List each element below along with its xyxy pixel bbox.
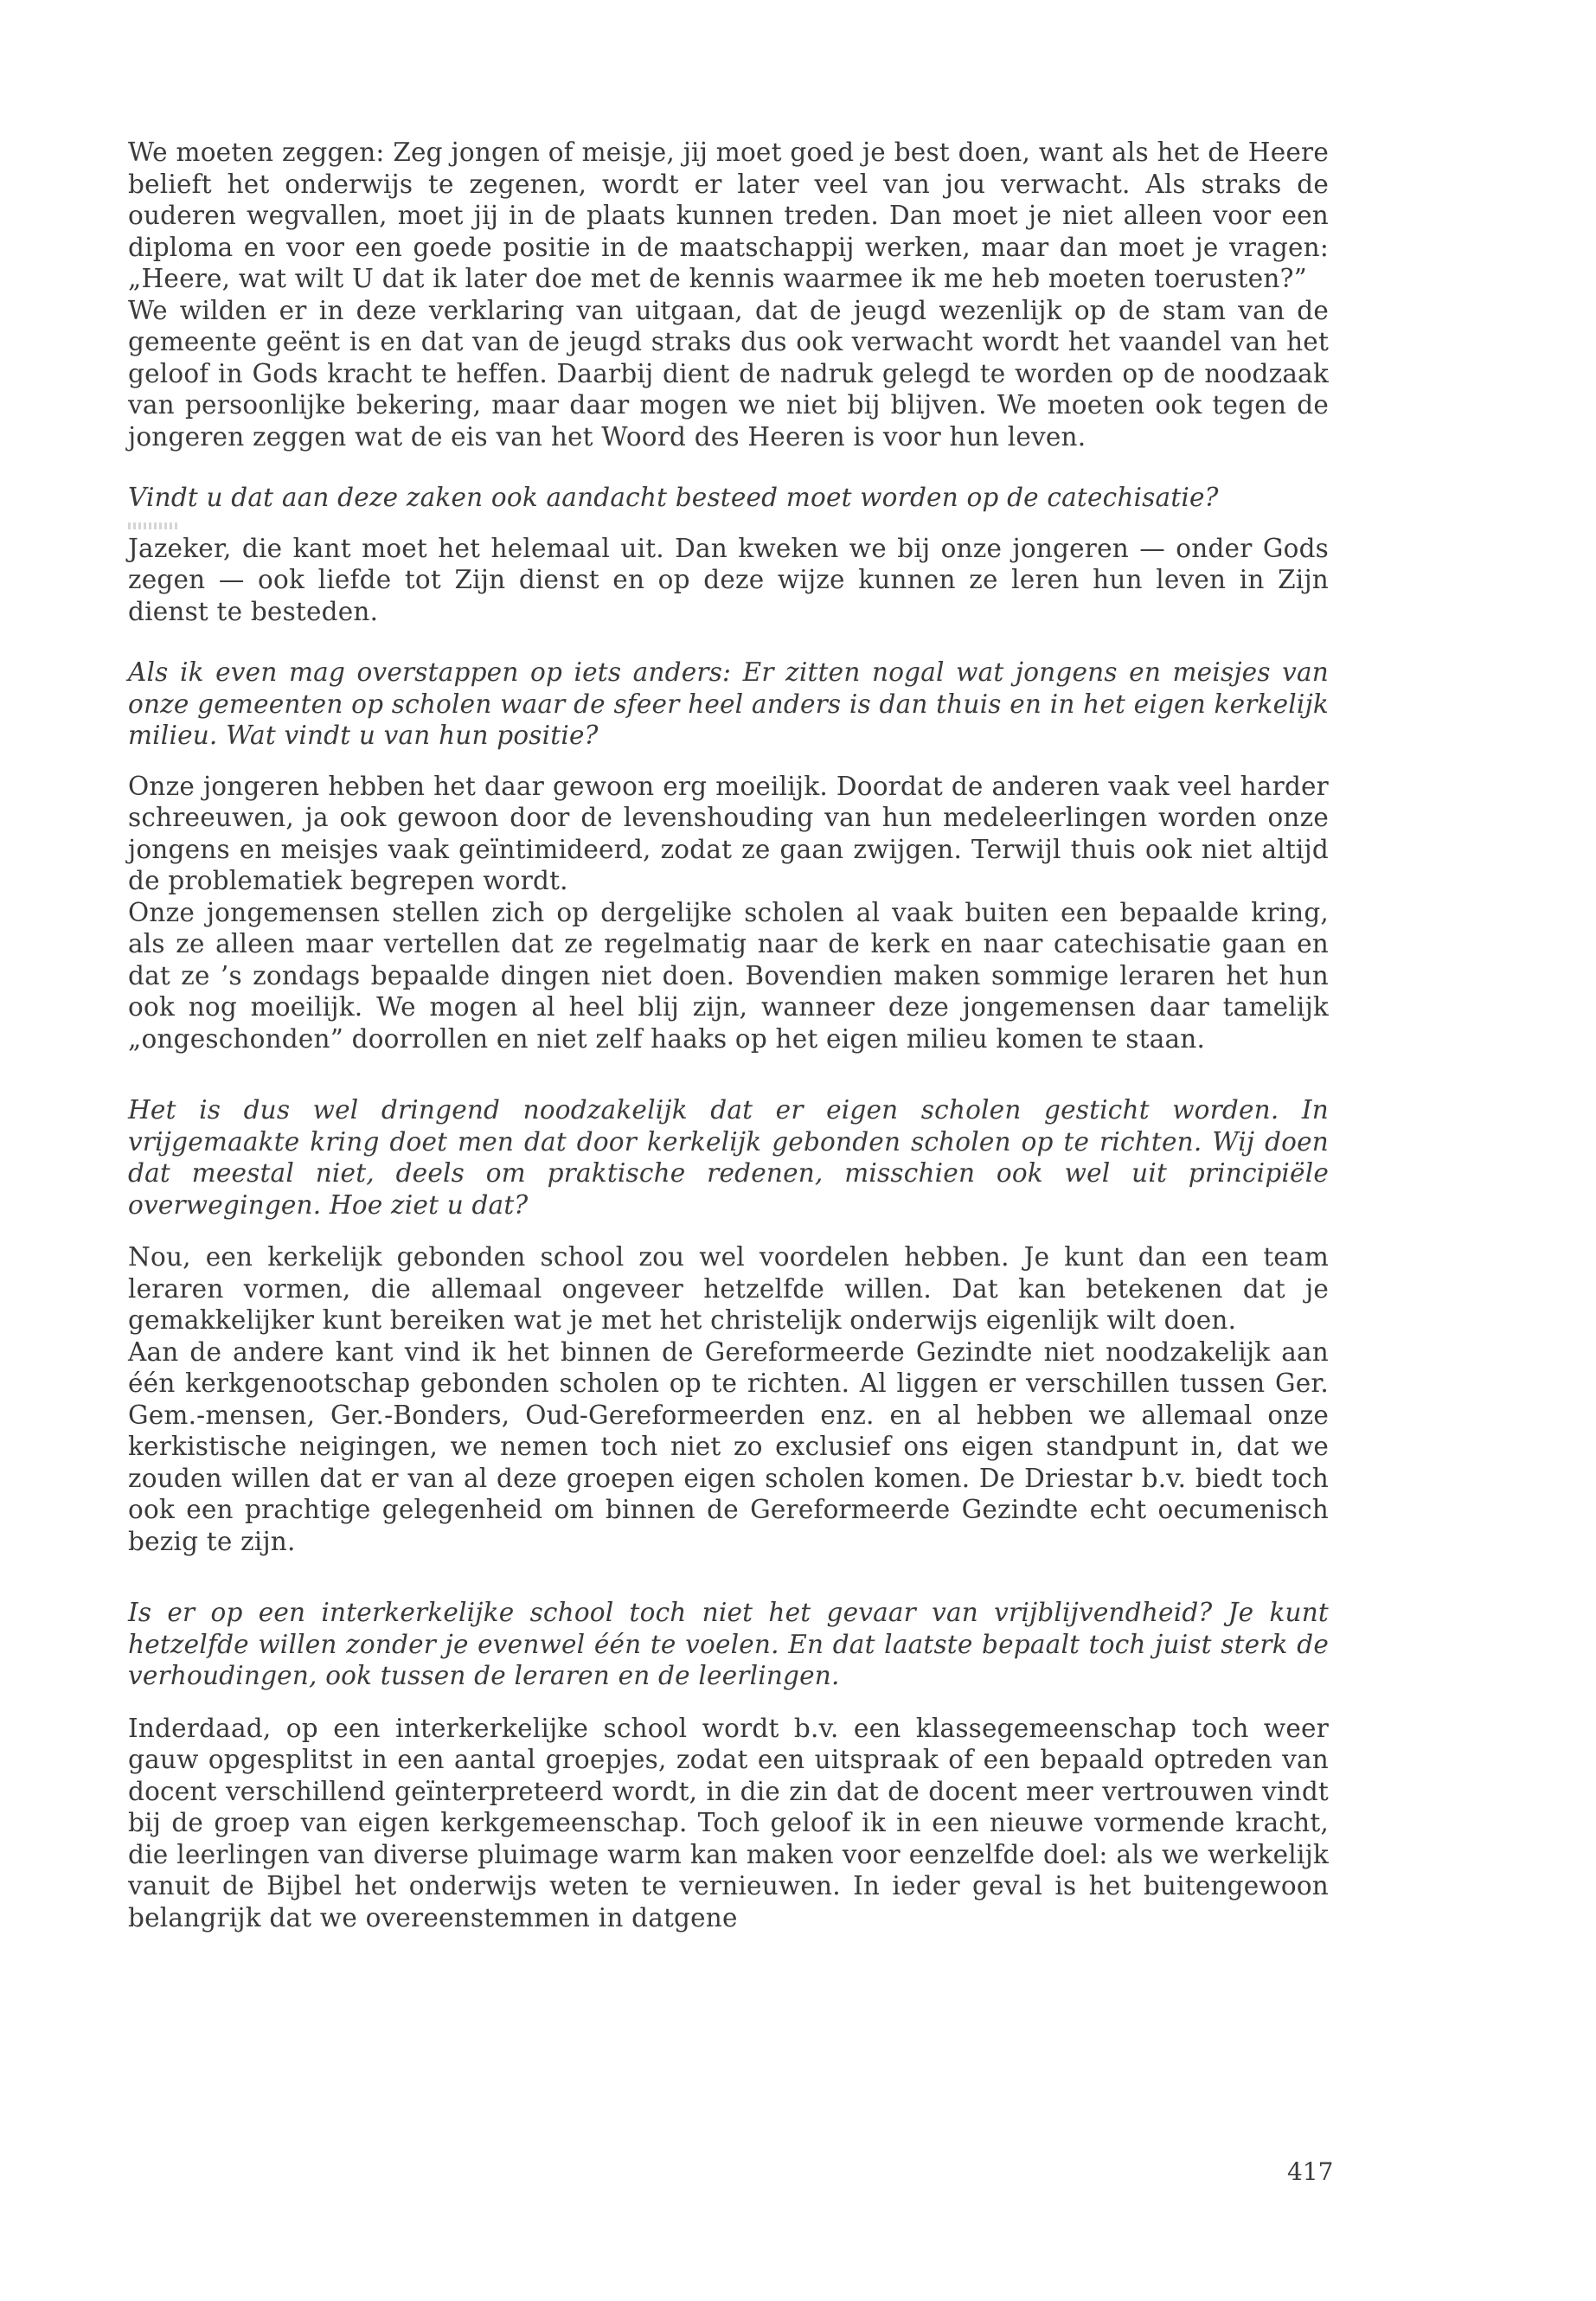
answer-paragraph: Nou, een kerkelijk gebonden school zou wel voordelen hebben. Je kunt dan een team leraren vormen, die allemaal ongeveer hetzelfde willen. Dat kan betekenen dat je gemakkelijker kunt bereiken wat je met het christelijk onderwijs eigenlijk wilt doen. — [128, 1242, 1329, 1335]
article-body — [128, 137, 1329, 1933]
ink-smudge — [128, 522, 180, 529]
answer-paragraph: We wilden er in deze verklaring van uitgaan, dat de jeugd wezenlijk op de stam van de gemeente geënt is en dat van de jeugd straks dus ook verwacht wordt het vaandel van het geloof in Gods kracht te heffen. Daarbij dient de nadruk gelegd te worden op de noodzaak van persoonlijke bekering, maar daar mogen we niet bij blijven. We moeten ook tegen de jongeren zeggen wat de eis van het Woord des Heeren is voor hun leven. — [128, 295, 1329, 452]
answer-paragraph: Aan de andere kant vind ik het binnen de Gereformeerde Gezindte niet noodzakelijk aan één kerkgenootschap gebonden scholen op te richten. Al liggen er verschillen tussen Ger. Gem.-mensen, Ger.-Bonders, Oud-Gereformeerden enz. en al hebben we allemaal onze kerkistische neigingen, we nemen toch niet zo exclusief ons eigen standpunt in, dat we zouden willen dat er van al deze groepen eigen scholen komen. De Driestar b.v. biedt toch ook een prachtige gelegenheid om binnen de Gereformeerde Gezindte echt oecumenisch bezig te zijn. — [128, 1336, 1329, 1556]
answer-paragraph: Inderdaad, op een interkerkelijke school wordt b.v. een klassegemeenschap toch weer gauw opgesplitst in een aantal groepjes, zodat een uitspraak of een bepaald optreden van docent verschillend geïnterpreteerd wordt, in die zin dat de docent meer vertrouwen vindt bij de groep van eigen kerkgemeenschap. Toch geloof ik in een nieuwe vormende kracht, die leerlingen van diverse pluimage warm kan maken voor eenzelfde doel: als we werkelijk vanuit de Bijbel het onderwijs weten te vernieuwen. In ieder geval is het buitengewoon belangrijk dat we overeenstemmen in datgene — [128, 1713, 1329, 1932]
answer-paragraph: Onze jongeren hebben het daar gewoon erg moeilijk. Doordat de anderen vaak veel harder schreeuwen, ja ook gewoon door de levenshouding van hun medeleerlingen worden onze jongens en meisjes vaak geïntimideerd, zodat ze gaan zwijgen. Terwijl thuis ook niet altijd de problematiek begrepen wordt. — [128, 771, 1329, 895]
interview-question: Vindt u dat aan deze zaken ook aandacht besteed moet worden op de catechisatie? — [128, 483, 1219, 512]
answer-paragraph: We moeten zeggen: Zeg jongen of meisje, jij moet goed je best doen, want als het de Heere belieft het onderwijs te zegenen, wordt er later veel van jou verwacht. Als straks de ouderen wegvallen, moet jij in de plaats kunnen treden. Dan moet je niet alleen voor een diploma en voor een goede positie in de maatschappij werken, maar dan moet je vragen: „Heere, wat wilt U dat ik later doe met de kennis waarmee ik me heb moeten toerusten?” — [128, 138, 1329, 293]
page-number: 417 — [1287, 2157, 1334, 2186]
interview-question: Is er op een interkerkelijke school toch niet het gevaar van vrijblijvendheid? Je kunt hetzelfde willen zonder je evenwel één te voelen. En dat laatste bepaalt toch juist sterk de verhoudingen, ook tussen de leraren en de leerlingen. — [128, 1598, 1329, 1690]
interview-question: Als ik even mag overstappen op iets anders: Er zitten nogal wat jongens en meisjes van onze gemeenten op scholen waar de sfeer heel anders is dan thuis en in het eigen kerkelijk milieu. Wat vindt u van hun positie? — [128, 657, 1329, 750]
answer-paragraph: Onze jongemensen stellen zich op dergelijke scholen al vaak buiten een bepaalde kring, als ze alleen maar vertellen dat ze regelmatig naar de kerk en naar catechisatie gaan en dat ze ’s zondags bepaalde dingen niet doen. Bovendien maken sommige leraren het hun ook nog moeilijk. We mogen al heel blij zijn, wanneer deze jongemensen daar tamelijk „ongeschonden” doorrollen en niet zelf haaks op het eigen milieu komen te staan. — [128, 897, 1329, 1054]
interview-question: Het is dus wel dringend noodzakelijk dat er eigen scholen gesticht worden. In vrijgemaakte kring doet men dat door kerkelijk gebonden scholen op te richten. Wij doen dat meestal niet, deels om praktische redenen, misschien ook wel uit principiële overwegingen. Hoe ziet u dat? — [128, 1095, 1329, 1220]
answer-paragraph: Jazeker, die kant moet het helemaal uit. Dan kweken we bij onze jongeren — onder Gods zegen — ook liefde tot Zijn dienst en op deze wijze kunnen ze leren hun leven in Zijn dienst te besteden. — [128, 533, 1329, 626]
